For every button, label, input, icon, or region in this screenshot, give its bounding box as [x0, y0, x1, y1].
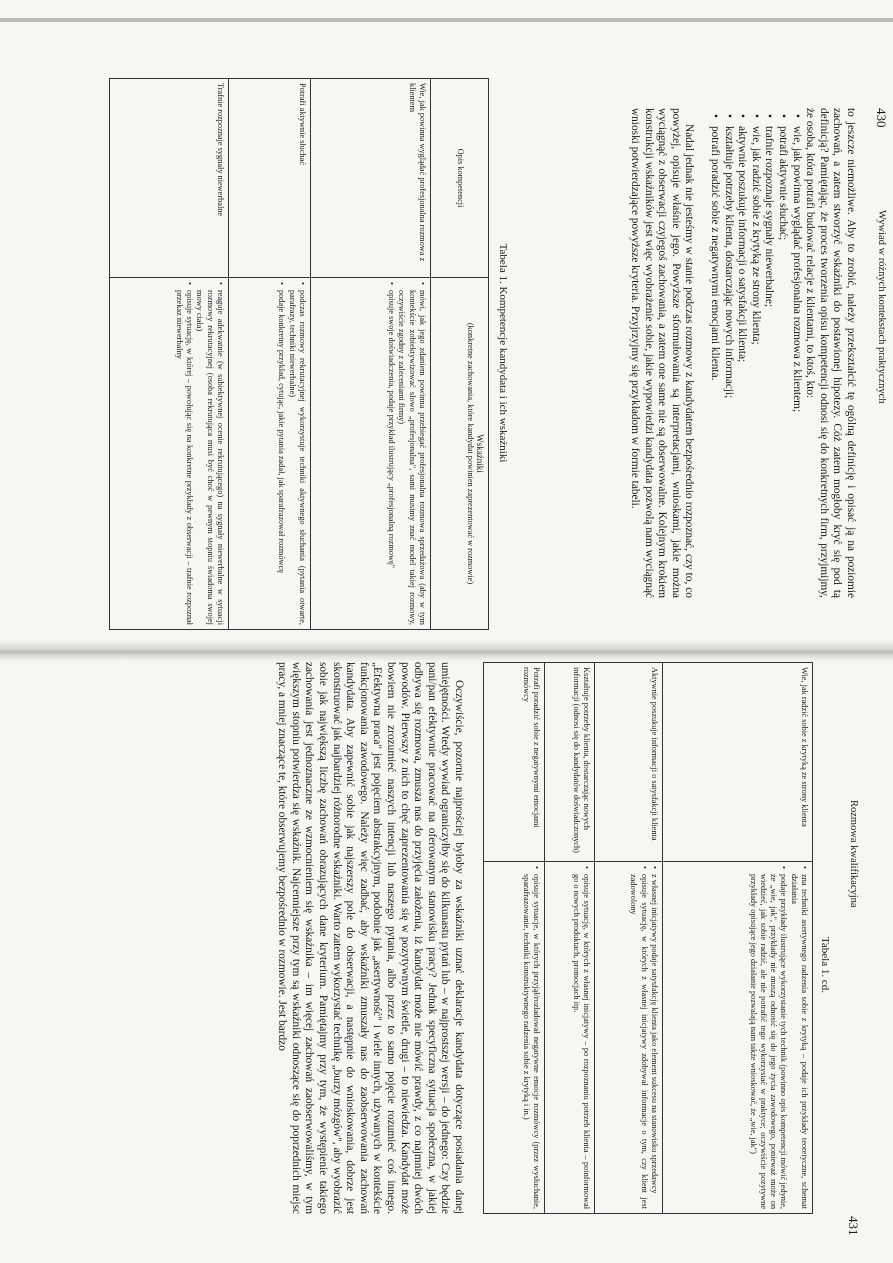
column-header: Opis kompetencji: [431, 79, 489, 278]
table-row: [663, 663, 813, 1214]
indicator-item: • opisuje sytuację, w których z własnej inicjatywy zdobywał informacje o tym, czy klient jest zadowolony: [628, 866, 649, 1209]
table-row: [229, 79, 311, 630]
indicator-item: • opisuje sytuację, w której – powołując się na konkretne przykłady z obserwacji – trafnie rozpoznał przekaz niewerbalny: [174, 282, 195, 625]
running-title: Rozmowa kwalifikacyjna: [848, 800, 859, 908]
bullet-list: [707, 112, 802, 598]
competence-cell: Trafnie rozpoznaje sygnały niewerbalne: [110, 79, 229, 278]
competence-table-continued: [483, 662, 813, 1214]
competence-cell: Wie, jak powinna wyglądać profesjonalna rozmowa z klientem: [311, 79, 431, 278]
list-item: • potrafi aktywnie słuchać;: [775, 112, 789, 598]
column-header-subtitle: (konkretne zachowania, które kandydat powinien zaprezentować w rozmowie): [465, 322, 475, 585]
table-row: [110, 79, 229, 630]
indicator-item: • podaje konkretny przykład, cytując, jakie pytania zadał, jak sparafrazował rozmówcę: [276, 282, 286, 625]
indicator-item: • opisuje swoje doświadczenia, podaje przykład ilustrujący „profesjonalną rozmowę": [386, 282, 396, 625]
indicator-cell: [545, 862, 595, 1214]
indicator-item: • podczas rozmowy rekrutacyjnej wykorzystuje techniki aktywnego słuchania (pytania otwarte, parafrazy, techniki niewerbalne): [286, 282, 307, 625]
indicator-item: • zna techniki asertywnego radzenia sobie z krytyką – podaje ich przykłady teoretyczne, schemat działania: [788, 866, 809, 1209]
competence-cell: Kształtuje potrzeby klienta, dostarczając nowych informacji (odnosi się do kandydatów doświadczonych): [545, 663, 595, 862]
indicator-cell: [229, 278, 311, 630]
competence-cell: Potrafi aktywnie słuchać: [229, 79, 311, 278]
body-text: [628, 108, 858, 598]
body-text: [275, 662, 465, 1214]
competence-cell: Aktywnie poszukuje informacji o satysfakcji klienta: [595, 663, 663, 862]
paragraph: Oczywiście, pozornie najprościej byłoby za wskaźniki uznać deklaracje kandydata dotyczące posiadania danej umiejętności. Wtedy wywiad ograniczyłby się do kilkunastu pytań lub – w najprostszej wersji – do jednego: Czy będzie pani/pan efektywnie pracować na oferowanym stanowisku pracy? Jednak specyficzna sytuacja społeczna, w jakiej odbywa się rozmowa, zmusza nas do przyjęcia założenia, iż kandydat może nie mówić prawdy, z co najmniej dwóch powodów. Pierwszy z nich to chęć zaprezentowania się w pozytywnym świetle, drugi – to niewiedza. Kandydat może bowiem nie zrozumieć naszych intencji lub naszego pytania, albo przez to samo pojęcie rozumieć coś innego. „Efektywna praca" jest pojęciem abstrakcyjnym, podobnie jak „asertywność" i wiele innych, używanych w kontekście funkcjonowania zawodowego. Należy więc zadbać, aby wskaźniki zmuszały nas do zaobserwowania zachowań kandydata. Aby zapewnić sobie jak najszerszy pole do obserwacji, a następnie do wnioskowania, dobrze jest skonstruować jak najbardziej różnorodne wskaźniki. Warto zatem wykorzystać technikę „burzy mózgów", aby wyobrazić sobie jak największą liczbę zachowań obrazujących dane kryterium. Pamiętajmy przy tym, że występienie takiego zachowania jest jednoznaczne ze wzmocnieniem się wskaźnika – im więcej zachowań zaobserwowaliśmy, w tym większym stopniu potwierdza się wskaźnik. Najcenniejsze przy tym są wskaźniki odnoszące się do poprzednich miejsc pracy, a mniej znaczące te, które obserwujemy bezpośrednio w rozmowie. Jest bardzo: [276, 662, 465, 1214]
indicator-cell: [110, 278, 229, 630]
running-header: [841, 650, 859, 1263]
table-row: [311, 79, 431, 630]
paragraph: to jeszcze niemożliwe. Aby to zrobić, należy przekształcić tę ogólną definicję i opisać ją na poziomie zachowań, a zatem stworzyć wskaźniki do postawionej hipotezy. Cóż zatem mogłoby kryć się pod tą definicją? Pamiętając, że proces tworzenia opisu kompetencji odnosi się do konkretnych firm, przyjmijmy, że osoba, która potrafi budować relacje z klientami, to ktoś, kto:: [804, 108, 857, 598]
indicator-cell: [311, 278, 431, 630]
page-number: 431: [846, 1216, 861, 1236]
page-number: 430: [874, 108, 889, 128]
indicator-item: • opisuje sytuacje, w których przyjął/rozładował negatywne emocje rozmówcy (przez wysłuchanie, sparafrazowanie, techniki konstruktywnego radzenia sobie z krytyką i in.): [520, 866, 541, 1209]
competence-cell: Potrafi poradzić sobie z negatywnymi emocjami rozmówcy: [484, 663, 545, 862]
list-item: • trafnie rozpoznaje sygnały niewerbalne;: [762, 112, 776, 598]
table-caption: Tabela 1. cd.: [819, 936, 831, 994]
table-row: [595, 663, 663, 1214]
table-row: [545, 663, 595, 1214]
list-item: • potrafi poradzić sobie z negatywnymi emocjami klienta.: [707, 112, 721, 598]
indicator-cell: [595, 862, 663, 1214]
table-caption: Tabela 1. Kompetencje kandydata i ich wskaźniki: [497, 243, 509, 463]
table-row: [484, 663, 545, 1214]
running-header: [869, 0, 887, 620]
column-header-title: Wskaźniki: [475, 434, 485, 473]
column-header: [431, 278, 489, 630]
indicator-item: • reaguje adekwatnie (w subiektywnej ocenie rekrutującego) na sygnały niewerbalne w sytuacji rozmowy rekrutacyjnej (osoba rekrutująca musi być choć w pewnym stopniu świadoma swojej mowy ciała): [194, 282, 225, 625]
indicator-item: • podaje przykłady ilustrujące wykorzystanie tych technik (powinno opis kompetencji mówić jedynie, że „wie, jak", przykłady nie muszą odnosić się do jego życia zawodowego, ponieważ może on wiedzieć, jak sobie radzić, ale nie potrafić tego wykorzystać w praktyce; oczywiście pozytywne przykłady opisujące jego działanie pozwalają nam także wnioskować, że „wie, jak"): [747, 866, 788, 1209]
competence-cell: Wie, jak radzić sobie z krytyką ze strony klienta: [663, 663, 813, 862]
list-item: • wie, jak radzić sobie z krytyką ze strony klienta;: [748, 112, 762, 598]
indicator-item: • mówi, jak jego zdaniem powinna przebiegać profesjonalna rozmowa sprzedażowa (aby w tym kontekście zobiektywizować słowo „profesjonalna", sami musimy znać model takiej rozmowy, oczywiście zgodny z zaleceniami firmy): [396, 282, 427, 625]
list-item: • kształtuje potrzeby klienta, dostarczając nowych informacji;: [721, 112, 735, 598]
list-item: • aktywnie poszukuje informacji o satysfakcji klienta;: [735, 112, 749, 598]
competence-table: [109, 78, 489, 630]
indicator-item: • z własnej inicjatywy podaje satysfakcję klienta jako element sukcesu na stanowisku sprzedawcy: [649, 866, 659, 1209]
running-title: Wywiad w różnych kontekstach praktycznych: [876, 210, 887, 404]
indicator-cell: [663, 862, 813, 1214]
table-header-row: [431, 79, 489, 630]
indicator-cell: [484, 862, 545, 1214]
page-431: [0, 650, 893, 1263]
page-430: [0, 0, 893, 625]
paragraph: Nadal jednak nie jesteśmy w stanie podczas rozmowy z kandydatem bezpośrednio rozpoznać, czy to, co powyżej, opisuje właśnie jego. Powyższe sformułowania są interpretacjami, wnioskami, jakie można wyciągnąć z obserwacji czyjegoś zachowania, a zatem one same nie są obserwowalne. Kolejnym krokiem konstrukcji wskaźników jest więc wyobrażenie sobie, jakie wypowiedzi kandydata pozwolą nam wyciągnąć wnioski potwierdzające powyższe kryteria. Przyjrzyjmy się przykładom w formie tabeli.: [629, 108, 696, 598]
indicator-item: • opisuje sytuację, w których z własnej inicjatywy – po rozpoznaniu potrzeb klienta – poinformował go o nowych produktach, promocjach itp.: [570, 866, 591, 1209]
list-item: • wie, jak powinna wyglądać profesjonalna rozmowa z klientem;: [789, 112, 803, 598]
